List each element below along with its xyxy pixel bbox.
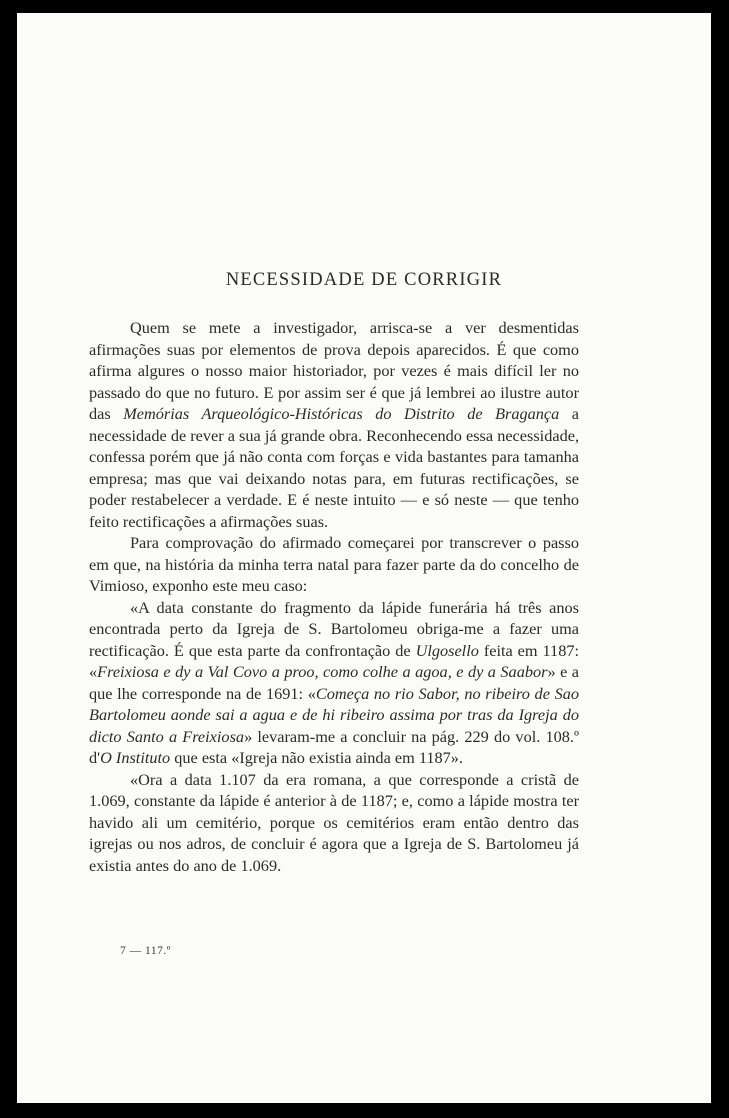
text-run: a necessidade de rever a sua já grande obra. Reconhecendo essa necessidade, confessa porém que já não conta com forças e vida bastantes para tamanha empresa; mas que vai deixando notas para, em futuras rectificações, se poder restabelecer a verdade. E é neste intuito — e só neste — que tenho feito rectificações a afirmações suas. [89, 404, 580, 531]
text-run: que esta «Igreja não existia ainda em 1187». [170, 748, 463, 767]
document-page [17, 13, 711, 1103]
text-run: » levaram-me a concluir na pág. 229 do vol. 108.º d' [89, 726, 579, 767]
page-title: NECESSIDADE DE CORRIGIR [225, 270, 503, 290]
italic-text: Ulgosello [415, 640, 479, 660]
text-run: feita em 1187: « [89, 640, 580, 681]
italic-text: Começa no rio Sabor, no ribeiro de Sao Bartolomeu aonde sai a agua e de hi ribeiro assima por tras da Igreja do dicto Santo a Freixiosa [89, 683, 580, 746]
text-run: Para comprovação do afirmado começarei por transcrever o passo em que, na história da minha terra natal para fazer parte da do concelho de Vimioso, exponho este meu caso: [89, 533, 579, 595]
text-run: «Ora a data 1.107 da era romana, a que corresponde a cristã de 1.069, constante da lápide é anterior à de 1187; e, como a lápide mostra ter havido ali um cemitério, porque os cemitérios eram então dentro das igrejas ou nos adros, de concluir é agora que a Igreja de S. Bartolomeu já existia antes do ano de 1.069. [89, 769, 579, 875]
text-run: » e a que lhe corresponde na de 1691: « [89, 662, 580, 703]
paragraph [89, 597, 579, 769]
italic-text: O Instituto [100, 748, 171, 767]
text-run: «A data constante do fragmento da lápide funerária há três anos encontrada perto da Igreja de S. Bartolomeu obriga-me a fazer uma rectificação. É que esta parte da confrontação de [89, 597, 579, 660]
paragraph [89, 317, 579, 532]
signature-mark: 7 — 117.º [120, 945, 171, 957]
body-text [89, 317, 579, 876]
italic-text: Memórias Arqueológico-Históricas do Distrito de Bragança [123, 404, 560, 423]
text-run: Quem se mete a investigador, arrisca-se a ver desmentidas afirmações suas por elementos de prova depois aparecidos. É que como afirma algures o nosso maior historiador, por vezes é mais difícil ler no passado do que no futuro. E por assim ser é que já lembrei ao ilustre autor das [89, 318, 579, 423]
italic-text: Freixiosa e dy a Val Covo a proo, como colhe a agoa, e dy a Saabor [97, 662, 548, 681]
paragraph [89, 532, 579, 597]
paragraph [89, 769, 579, 877]
